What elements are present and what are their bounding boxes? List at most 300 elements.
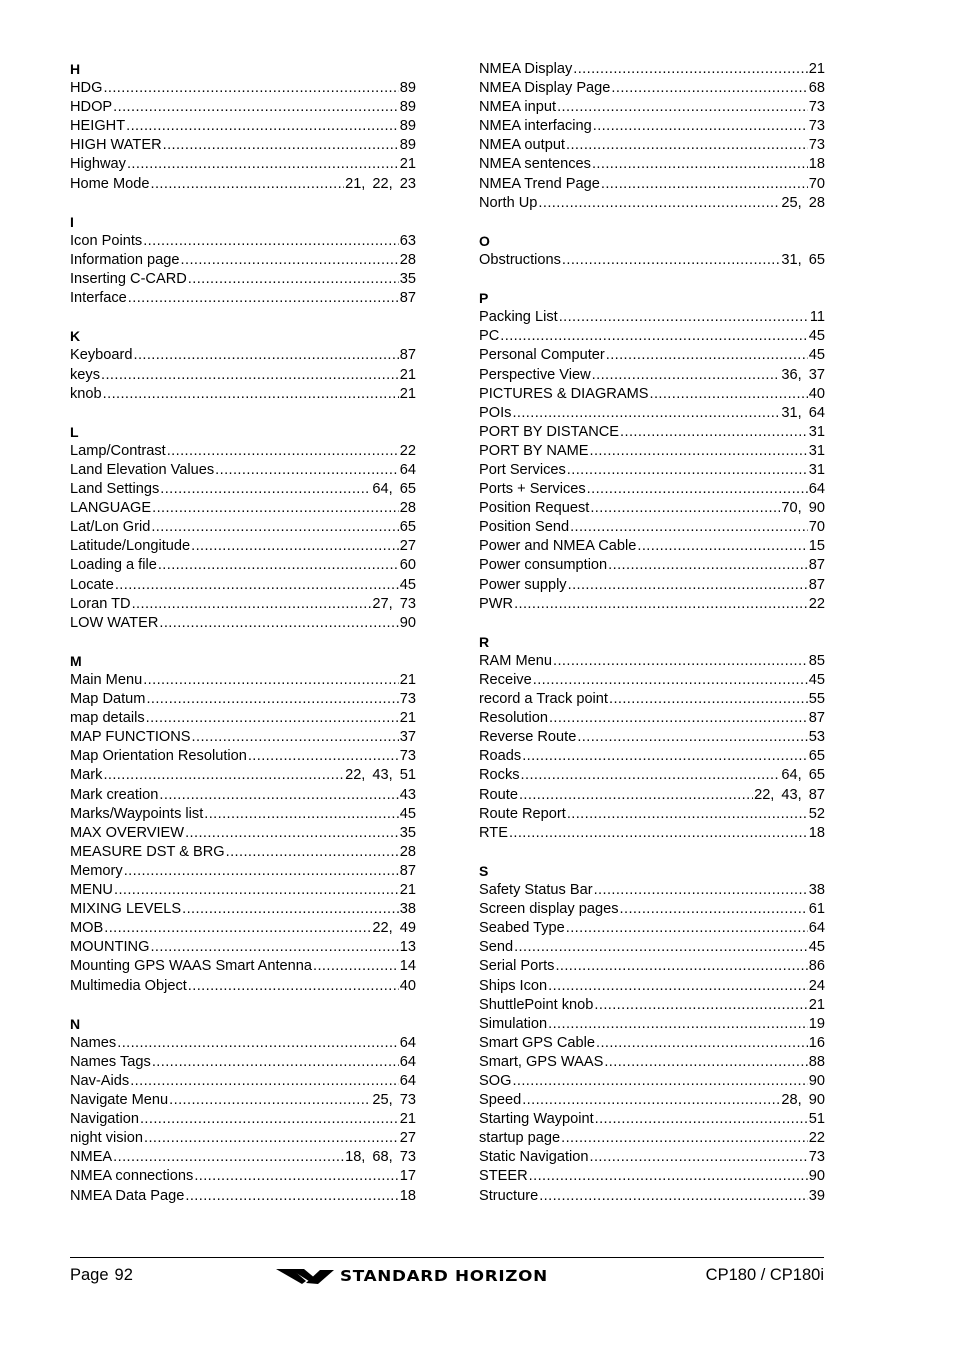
index-entry: [479, 117, 825, 136]
index-pages: 87: [808, 576, 825, 593]
index-pages: 15: [808, 538, 825, 555]
index-pages: 22, 43, 87: [754, 786, 825, 803]
index-pages: 87: [399, 347, 416, 364]
dot-leader: [192, 728, 399, 747]
index-term: Position Send: [479, 519, 570, 536]
index-pages: 27, 73: [372, 595, 416, 612]
index-pages: 43: [399, 786, 416, 803]
index-term: knob: [70, 385, 102, 402]
index-pages: 21: [399, 672, 416, 688]
index-pages: 87: [399, 862, 416, 879]
index-pages: 19: [808, 1015, 825, 1032]
dot-leader: [103, 766, 344, 785]
index-term: MIXING LEVELS: [70, 901, 182, 918]
index-term: STEER: [479, 1168, 528, 1185]
index-letter-heading: L: [70, 423, 79, 440]
dot-leader: [185, 824, 399, 843]
index-pages: 73: [399, 748, 416, 765]
dot-leader: [127, 155, 399, 174]
index-pages: 90: [399, 614, 416, 631]
index-entry: [70, 957, 416, 976]
index-term: Land Elevation Values: [70, 461, 215, 478]
index-entry: [479, 385, 825, 404]
index-entry: [479, 1091, 825, 1110]
index-term: PWR: [479, 595, 514, 612]
page-number-label: [70, 1266, 133, 1285]
index-entry: [479, 1129, 825, 1148]
index-term: Mark: [70, 767, 103, 784]
index-pages: 27: [399, 538, 416, 555]
index-term: HDOP: [70, 99, 113, 116]
dot-leader: [151, 518, 398, 537]
index-entry: [479, 786, 825, 805]
index-pages: 45: [808, 939, 825, 956]
index-pages: 64: [399, 1072, 416, 1089]
index-pages: 37: [399, 729, 416, 746]
index-entry: [479, 327, 825, 346]
index-entry: [479, 938, 825, 957]
index-pages: 45: [399, 576, 416, 593]
index-entry: [479, 747, 825, 766]
index-pages: 73: [808, 99, 825, 116]
dot-leader: [133, 346, 398, 365]
index-letter-heading: K: [70, 328, 81, 345]
index-pages: 22: [399, 442, 416, 459]
brand-wave-icon: [276, 1267, 334, 1285]
dot-leader: [611, 79, 807, 98]
index-term: Power and NMEA Cable: [479, 538, 637, 555]
dot-leader: [555, 957, 807, 976]
index-term: POIs: [479, 404, 512, 421]
index-pages: 21: [399, 366, 416, 383]
index-entry: [479, 919, 825, 938]
index-entry: [70, 614, 416, 633]
index-pages: 21: [399, 385, 416, 402]
section-gap: [479, 843, 825, 862]
index-term: NMEA Trend Page: [479, 175, 600, 192]
section-gap: [70, 194, 416, 213]
index-term: Screen display pages: [479, 901, 619, 918]
index-term: Mounting GPS WAAS Smart Antenna: [70, 958, 312, 975]
index-entry: [479, 461, 825, 480]
index-pages: 18: [808, 824, 825, 841]
index-term: SOG: [479, 1072, 512, 1089]
index-entry: [70, 289, 416, 308]
index-entry: [70, 537, 416, 556]
dot-leader: [538, 194, 780, 213]
index-pages: 52: [808, 805, 825, 822]
index-term: Perspective View: [479, 366, 591, 383]
index-pages: 85: [808, 652, 825, 669]
index-entry: [70, 1072, 416, 1091]
index-term: Keyboard: [70, 347, 133, 364]
dot-leader: [533, 671, 808, 690]
index-term: NMEA interfacing: [479, 118, 592, 135]
dot-leader: [152, 1053, 399, 1072]
index-pages: 27: [399, 1130, 416, 1147]
index-entry: [70, 786, 416, 805]
dot-leader: [620, 900, 808, 919]
dot-leader: [204, 805, 399, 824]
index-pages: 22: [808, 1130, 825, 1147]
index-entry: [70, 270, 416, 289]
index-entry: [479, 175, 825, 194]
model-name: CP180 / CP180i: [705, 1266, 824, 1284]
dot-leader: [567, 805, 808, 824]
dot-leader: [568, 576, 808, 595]
index-entry: [479, 595, 825, 614]
dot-leader: [566, 919, 808, 938]
index-term: Position Request: [479, 500, 590, 517]
index-term: Rocks: [479, 767, 520, 784]
index-pages: 39: [808, 1187, 825, 1204]
index-term: NMEA connections: [70, 1168, 194, 1185]
dot-leader: [601, 175, 808, 194]
index-pages: 40: [399, 977, 416, 994]
index-term: Names Tags: [70, 1053, 151, 1070]
index-term: Packing List: [479, 309, 558, 326]
dot-leader: [559, 308, 809, 327]
index-entry: [70, 346, 416, 365]
index-term: MEASURE DST & BRG: [70, 843, 225, 860]
index-pages: 86: [808, 958, 825, 975]
index-pages: 89: [399, 118, 416, 135]
dot-leader: [160, 480, 371, 499]
index-pages: 64: [808, 920, 825, 937]
index-column-right: [479, 60, 825, 1206]
index-pages: 89: [399, 80, 416, 97]
dot-leader: [567, 461, 808, 480]
index-term: NMEA output: [479, 137, 565, 154]
dot-leader: [512, 1072, 807, 1091]
index-pages: 28: [399, 843, 416, 860]
dot-leader: [124, 862, 399, 881]
index-term: Structure: [479, 1187, 539, 1204]
index-entry: [479, 1167, 825, 1186]
index-term: MAX OVERVIEW: [70, 824, 185, 841]
dot-leader: [592, 155, 808, 174]
index-pages: 13: [399, 939, 416, 956]
index-entry: [70, 766, 416, 785]
index-term: NMEA Display Page: [479, 80, 611, 97]
dot-leader: [113, 98, 399, 117]
index-entry: [70, 595, 416, 614]
dot-leader: [590, 1148, 808, 1167]
index-pages: 87: [399, 290, 416, 307]
index-pages: 89: [399, 137, 416, 154]
dot-leader: [539, 1187, 808, 1206]
index-entry: [479, 404, 825, 423]
index-term: Power consumption: [479, 557, 608, 574]
dot-leader: [143, 671, 399, 690]
index-pages: 70: [808, 519, 825, 536]
index-pages: 63: [399, 232, 416, 249]
index-term: HDG: [70, 80, 103, 97]
index-pages: 28, 90: [781, 1092, 825, 1109]
index-pages: 64: [399, 1034, 416, 1051]
index-entry: [70, 442, 416, 461]
dot-leader: [562, 251, 781, 270]
index-pages: 35: [399, 824, 416, 841]
index-pages: 25, 73: [372, 1092, 416, 1109]
dot-leader: [514, 595, 808, 614]
index-term: Inserting C-CARD: [70, 271, 187, 288]
dot-leader: [596, 1034, 808, 1053]
dot-leader: [313, 957, 399, 976]
page-label: Page: [70, 1266, 109, 1284]
index-pages: 64: [399, 461, 416, 478]
index-pages: 14: [399, 958, 416, 975]
index-term: PORT BY NAME: [479, 442, 589, 459]
index-entry: [479, 1187, 825, 1206]
dot-leader: [182, 900, 399, 919]
index-term: Route: [479, 786, 518, 803]
dot-leader: [191, 537, 399, 556]
dot-leader: [590, 442, 808, 461]
brand-logo: [276, 1267, 548, 1285]
dot-leader: [522, 1091, 780, 1110]
index-pages: 64, 65: [781, 767, 825, 784]
index-term: keys: [70, 366, 101, 383]
dot-leader: [592, 366, 781, 385]
index-pages: 31: [808, 423, 825, 440]
index-term: Send: [479, 939, 514, 956]
index-term: Information page: [70, 251, 180, 268]
index-entry: [70, 576, 416, 595]
index-term: Resolution: [479, 710, 548, 727]
index-pages: 65: [399, 519, 416, 536]
dot-leader: [158, 556, 399, 575]
dot-leader: [113, 1148, 344, 1167]
dot-leader: [115, 576, 399, 595]
dot-leader: [143, 232, 399, 251]
index-term: NMEA sentences: [479, 156, 591, 173]
index-term: Ports + Services: [479, 481, 586, 498]
index-entry: [479, 346, 825, 365]
index-pages: 38: [808, 882, 825, 899]
index-term: Serial Ports: [479, 958, 555, 975]
dot-leader: [649, 385, 807, 404]
index-pages: 55: [808, 691, 825, 708]
dot-leader: [529, 1167, 808, 1186]
index-pages: 18: [808, 156, 825, 173]
index-pages: 70: [808, 175, 825, 192]
dot-leader: [570, 518, 808, 537]
index-pages: 18, 68, 73: [345, 1149, 416, 1166]
page-number: 92: [114, 1266, 133, 1284]
index-pages: 90: [808, 1072, 825, 1089]
index-pages: 73: [399, 691, 416, 708]
dot-leader: [500, 327, 807, 346]
footer-divider: [70, 1257, 824, 1258]
index-pages: 89: [399, 99, 416, 116]
dot-leader: [606, 346, 808, 365]
index-entry: [479, 709, 825, 728]
index-term: Loading a file: [70, 557, 157, 574]
index-letter-heading: N: [70, 1015, 81, 1032]
index-entry: [70, 671, 416, 690]
index-entry: [479, 556, 825, 575]
index-term: North Up: [479, 194, 538, 211]
index-pages: 22: [808, 595, 825, 612]
index-entry: [70, 747, 416, 766]
index-term: Route Report: [479, 805, 566, 822]
index-term: Obstructions: [479, 251, 561, 268]
index-pages: 68: [808, 80, 825, 97]
index-term: Main Menu: [70, 672, 143, 688]
index-pages: 21: [399, 882, 416, 899]
index-entry: [479, 977, 825, 996]
index-entry: [479, 60, 825, 79]
index-pages: 51: [808, 1111, 825, 1128]
section-gap: [70, 996, 416, 1015]
index-term: Locate: [70, 576, 114, 593]
dot-leader: [150, 938, 398, 957]
index-entry: [479, 690, 825, 709]
index-pages: 38: [399, 901, 416, 918]
index-pages: 22, 49: [372, 920, 416, 937]
dot-leader: [185, 1187, 398, 1206]
index-entry: [70, 709, 416, 728]
index-entry: [70, 499, 416, 518]
section-gap: [70, 308, 416, 327]
index-term: MENU: [70, 882, 113, 899]
index-pages: 64, 65: [372, 481, 416, 498]
index-term: HEIGHT: [70, 118, 126, 135]
index-term: Navigate Menu: [70, 1092, 169, 1109]
index-entry: [479, 805, 825, 824]
index-term: Port Services: [479, 461, 566, 478]
index-entry: [479, 423, 825, 442]
index-pages: 24: [808, 977, 825, 994]
index-pages: 61: [808, 901, 825, 918]
index-term: Starting Waypoint: [479, 1111, 594, 1128]
dot-leader: [130, 1072, 399, 1091]
dot-leader: [140, 1110, 399, 1129]
index-entry: [70, 1129, 416, 1148]
index-term: PC: [479, 328, 500, 345]
dot-leader: [521, 766, 781, 785]
index-pages: 73: [808, 118, 825, 135]
index-entry: [70, 1167, 416, 1186]
index-term: ShuttlePoint knob: [479, 996, 594, 1013]
index-entry: [70, 98, 416, 117]
dot-leader: [548, 1015, 808, 1034]
index-entry: [479, 728, 825, 747]
index-entry: [70, 900, 416, 919]
index-term: Map Datum: [70, 691, 146, 708]
index-term: Reverse Route: [479, 729, 577, 746]
index-entry: [479, 1072, 825, 1091]
index-term: Speed: [479, 1092, 522, 1109]
index-entry: [70, 480, 416, 499]
index-term: MAP FUNCTIONS: [70, 729, 191, 746]
index-term: Ships Icon: [479, 977, 548, 994]
index-entry: [70, 1053, 416, 1072]
dot-leader: [553, 652, 808, 671]
dot-leader: [103, 385, 399, 404]
index-pages: 31, 65: [781, 251, 825, 268]
index-pages: 65: [808, 748, 825, 765]
index-term: Interface: [70, 290, 127, 307]
index-term: Land Settings: [70, 481, 160, 498]
index-entry: [70, 518, 416, 537]
index-term: Safety Status Bar: [479, 882, 593, 899]
index-entry: [70, 977, 416, 996]
dot-leader: [104, 919, 371, 938]
dot-leader: [637, 537, 807, 556]
index-pages: 25, 28: [781, 194, 825, 211]
dot-leader: [114, 881, 399, 900]
index-term: MOB: [70, 920, 104, 937]
index-entry: [70, 79, 416, 98]
dot-leader: [577, 728, 807, 747]
index-entry: [70, 1187, 416, 1206]
index-pages: 11: [809, 309, 825, 326]
index-term: Receive: [479, 672, 532, 688]
index-term: PORT BY DISTANCE: [479, 423, 620, 440]
index-entry: [70, 938, 416, 957]
index-entry: [479, 537, 825, 556]
index-entry: [479, 1148, 825, 1167]
index-entry: [70, 805, 416, 824]
index-letter-heading: H: [70, 61, 81, 77]
index-entry: [70, 136, 416, 155]
index-pages: 18: [399, 1187, 416, 1204]
index-term: PICTURES & DIAGRAMS: [479, 385, 649, 402]
dot-leader: [608, 556, 808, 575]
index-term: Navigation: [70, 1111, 139, 1128]
dot-leader: [132, 595, 372, 614]
dot-leader: [573, 60, 808, 79]
index-entry: [70, 556, 416, 575]
index-term: Mark creation: [70, 786, 159, 803]
dot-leader: [590, 499, 780, 518]
index-pages: 60: [399, 557, 416, 574]
dot-leader: [549, 709, 808, 728]
index-pages: 31, 64: [781, 404, 825, 421]
index-entry: [70, 1034, 416, 1053]
index-term: NMEA Data Page: [70, 1187, 185, 1204]
index-term: Static Navigation: [479, 1149, 589, 1166]
dot-leader: [548, 977, 808, 996]
dot-leader: [169, 1091, 371, 1110]
index-entry: [70, 232, 416, 251]
dot-leader: [248, 747, 399, 766]
index-term: Multimedia Object: [70, 977, 187, 994]
index-entry: [479, 366, 825, 385]
section-gap: [479, 213, 825, 232]
index-entry: [70, 1148, 416, 1167]
index-pages: 87: [808, 557, 825, 574]
index-pages: 40: [808, 385, 825, 402]
index-term: RTE: [479, 824, 508, 841]
section-gap: [479, 270, 825, 289]
section-gap: [70, 404, 416, 423]
index-pages: 31: [808, 461, 825, 478]
dot-leader: [144, 1129, 399, 1148]
index-entry: [70, 728, 416, 747]
index-pages: 21, 22, 23: [345, 175, 416, 192]
index-term: Names: [70, 1034, 117, 1051]
index-term: Home Mode: [70, 175, 150, 192]
dot-leader: [561, 1129, 808, 1148]
index-entry: [70, 824, 416, 843]
index-entry: [479, 251, 825, 270]
dot-leader: [146, 709, 399, 728]
index-entry: [70, 862, 416, 881]
index-entry: [479, 518, 825, 537]
